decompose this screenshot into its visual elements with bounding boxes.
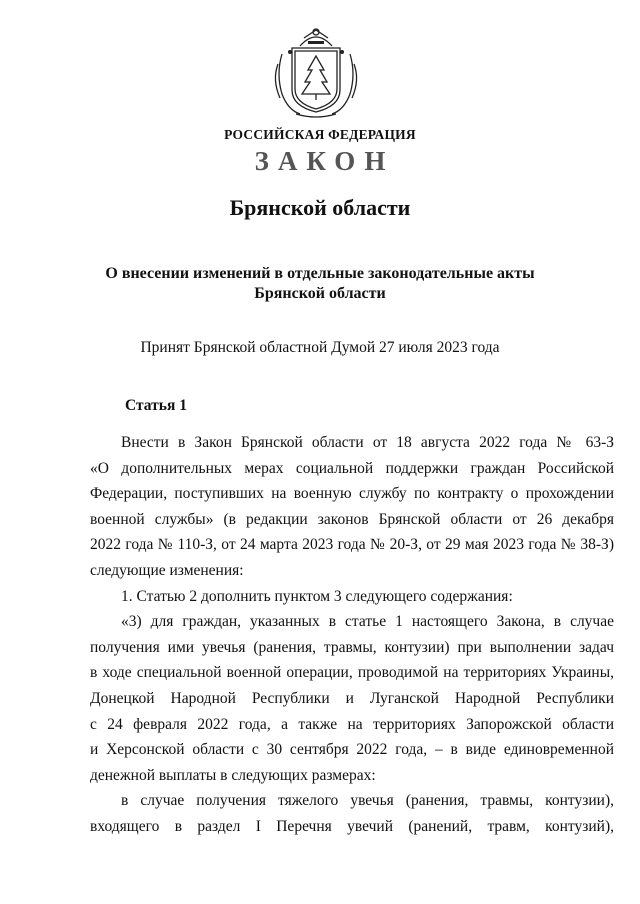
body-line: и Херсонской области с 30 сентября 2022 года, – в виде единовременной [90,741,614,759]
law-title-line-2: Брянской области [254,285,386,302]
body-line: «О дополнительных мерах социальной поддержки граждан Российской [90,459,614,477]
document-type-heading: ЗАКОН [254,146,395,176]
law-title-line-1: О внесении изменений в отдельные законодательные акты [105,265,535,282]
body-line: с 24 февраля 2022 года, а также на территориях Запорожской области [90,715,614,733]
body-line: в случае получения тяжелого увечья (ранения, травмы, контузии), [121,792,614,810]
body-line: получения ими увечья (ранения, травмы, контузии) при выполнении задач [90,638,614,656]
body-line: 2022 года № 110-З, от 24 марта 2023 года № 20-З, от 29 мая 2023 года № 38-З) [90,536,614,554]
body-line: военной службы» (в редакции законов Брянской области от 26 декабря [90,510,614,528]
body-line: входящего в раздел I Перечня увечий (ранений, травм, контузий), [90,817,614,835]
country-name: РОССИЙСКАЯ ФЕДЕРАЦИЯ [224,127,416,142]
body-line: Донецкой Народной Республики и Луганской Народной Республики [90,689,614,707]
article-body [90,430,614,840]
article-heading: Статья 1 [125,397,187,414]
body-line: Внести в Закон Брянской области от 18 августа 2022 года № 63-З [121,434,614,451]
body-line: Федерации, поступивших на военную службу по контракту о прохождении [90,485,614,503]
body-line: следующие изменения: [90,561,244,579]
body-line: в ходе специальной военной операции, проводимой на территориях Украины, [90,664,614,682]
adoption-statement: Принят Брянской областной Думой 27 июля 2023 года [140,339,500,356]
body-line: денежной выплаты в следующих размерах: [90,766,376,784]
body-line: 1. Статью 2 дополнить пунктом 3 следующего содержания: [121,587,513,605]
law-title [0,264,640,304]
body-line: «3) для граждан, указанных в статье 1 настоящего Закона, в случае [121,613,614,631]
region-name: Брянской области [229,195,411,220]
bryansk-coat-of-arms-emblem [270,24,362,120]
